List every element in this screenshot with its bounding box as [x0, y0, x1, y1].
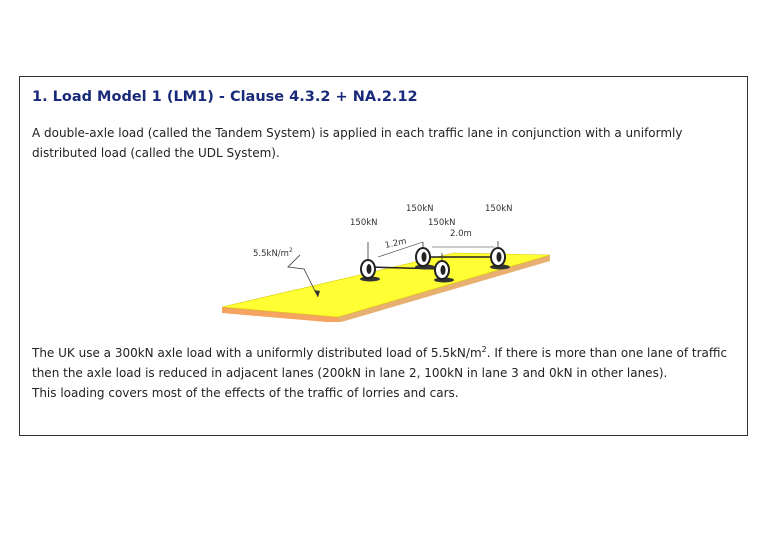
wheel-front-right: [435, 261, 449, 279]
wheel-load-label-3: 150kN: [428, 218, 456, 228]
outro-paragraph: [32, 343, 738, 403]
wheel-load-label-4: 150kN: [485, 204, 513, 214]
outro-superscript: 2: [481, 345, 487, 354]
tandem-system-diagram: [218, 197, 558, 322]
load-model-panel: [19, 76, 748, 436]
udl-label: $5.5kN/m^2$: [253, 247, 293, 259]
wheel-spacing-label: 2.0m: [450, 229, 472, 239]
outro-text-part1: The UK use a 300kN axle load with a uniformly distributed load of 5.5kN/m: [32, 346, 482, 360]
wheel-rear-left: [416, 248, 430, 266]
intro-paragraph: A double-axle load (called the Tandem System) is applied in each traffic lane in conjunction with a uniformly distributed load (called the UDL System).: [32, 126, 683, 160]
section-heading: 1. Load Model 1 (LM1) - Clause 4.3.2 + NA.2.12: [32, 89, 418, 105]
outro-last-line: This loading covers most of the effects of the traffic of lorries and cars.: [32, 386, 459, 400]
wheel-front-left: [361, 260, 375, 278]
wheel-load-label-2: 150kN: [406, 204, 434, 214]
wheel-load-label-1: 150kN: [350, 218, 378, 228]
wheel-rear-right: [491, 248, 505, 266]
outro-text-part2: . If there is more than one lane of traffic then the axle load is reduced in adjacent lanes (200kN in lane 2, 100kN in lane 3 and 0kN in other lanes).: [32, 346, 728, 380]
axle-spacing-label: 1.2m: [384, 236, 408, 251]
